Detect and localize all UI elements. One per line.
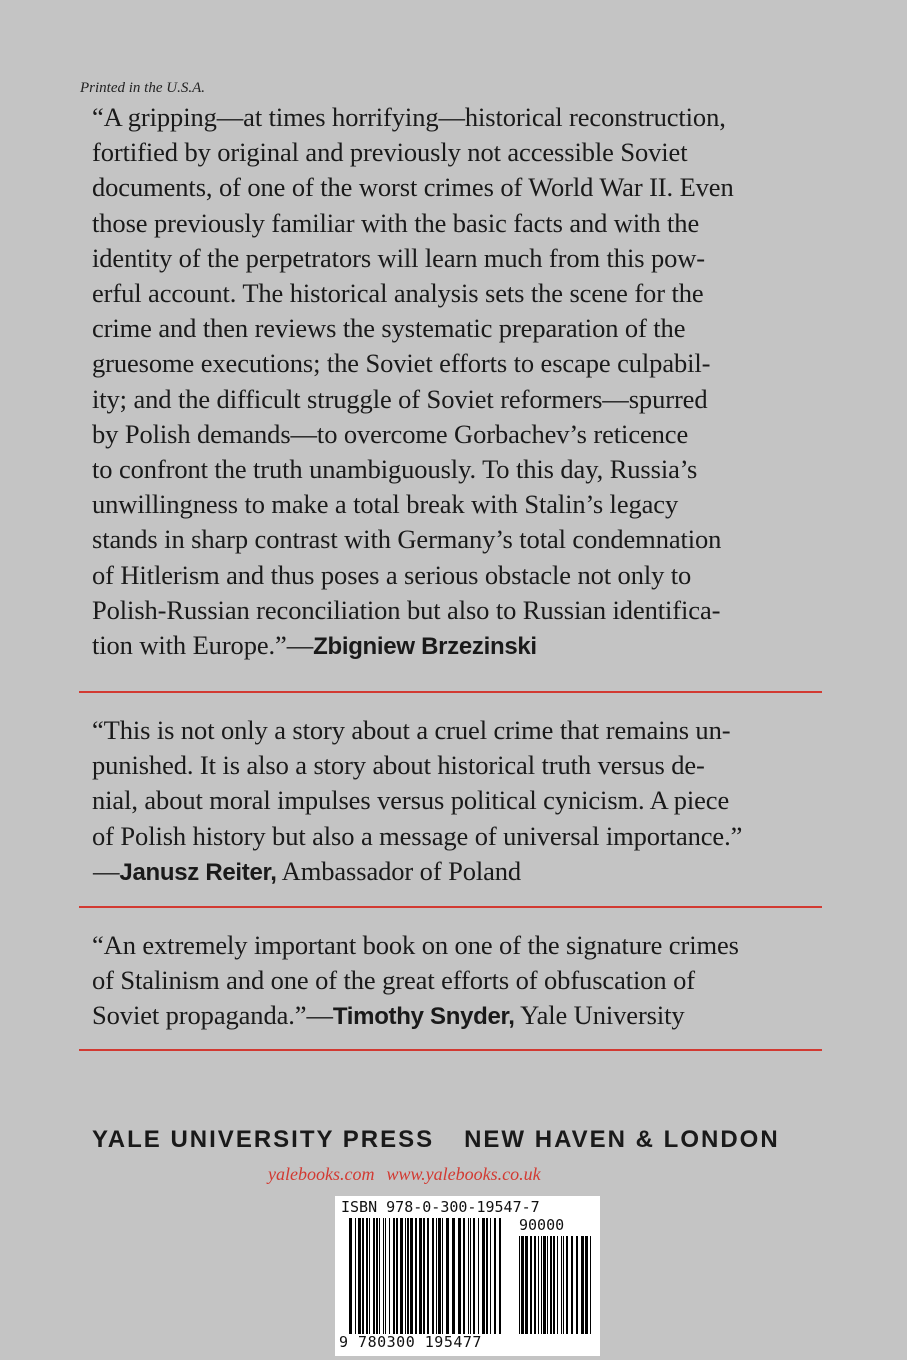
quote-affiliation: Ambassador of Poland: [276, 855, 522, 886]
em-dash: —: [93, 855, 120, 886]
barcode-bar: [366, 1218, 368, 1334]
barcode-bar: [478, 1218, 479, 1334]
barcode-bar: [547, 1236, 548, 1334]
barcode-bar: [571, 1236, 573, 1334]
quote-author: Janusz Reiter,: [119, 858, 277, 886]
publisher-line: [92, 1126, 780, 1154]
quote-line: by Polish demands—to overcome Gorbachev’s reticence: [92, 418, 689, 449]
barcode-bar: [396, 1218, 398, 1334]
barcode-bar: [566, 1236, 568, 1334]
quote-line: those previously familiar with the basic facts and with the: [92, 207, 700, 238]
quote-text: tion with Europe.”—: [92, 630, 314, 661]
divider-rule: [79, 691, 822, 693]
barcode-bar: [458, 1218, 461, 1334]
quote-line: of Polish history but also a message of universal importance.”: [92, 820, 743, 851]
barcode-bar: [473, 1218, 475, 1334]
barcode-bar: [405, 1218, 406, 1334]
barcode-bar: [468, 1218, 469, 1334]
ean-digits: 9 780300 195477: [339, 1333, 482, 1351]
quote-line: crime and then reviews the systematic preparation of the: [92, 313, 686, 344]
quote-line: to confront the truth unambiguously. To this day, Russia’s: [92, 454, 698, 485]
barcode-bar: [541, 1236, 542, 1334]
barcode-bar: [393, 1218, 395, 1334]
barcode-bar: [410, 1218, 413, 1334]
barcode-bar: [407, 1218, 409, 1334]
barcode-bar: [385, 1218, 386, 1334]
barcode-bar: [442, 1218, 443, 1334]
barcode-bar: [486, 1218, 488, 1334]
quote-line: gruesome executions; the Soviet efforts to escape culpabil-: [92, 348, 711, 379]
quote-line: stands in sharp contrast with Germany’s total condemnation: [92, 524, 722, 555]
quote-line: ity; and the difficult struggle of Soviet reformers—spurred: [92, 383, 708, 414]
barcode-bar: [519, 1236, 520, 1334]
quote-line: nial, about moral impulses versus political cynicism. A piece: [92, 785, 730, 816]
barcode-bar: [383, 1218, 384, 1334]
barcode-bar: [581, 1236, 584, 1334]
barcode-bar: [389, 1218, 390, 1334]
barcode-bar: [379, 1218, 380, 1334]
barcode-bar: [373, 1218, 375, 1334]
barcode-bars: [335, 1196, 600, 1356]
barcode-bar: [446, 1218, 449, 1334]
quote-line: “An extremely important book on one of the signature crimes: [92, 930, 739, 960]
barcode-bar: [423, 1218, 425, 1334]
quote-text: Soviet propaganda.”—: [92, 1000, 333, 1031]
barcode-bar: [419, 1218, 422, 1334]
barcode-bar: [538, 1236, 539, 1334]
barcode-bar: [494, 1218, 496, 1334]
quote-line: Polish-Russian reconciliation but also to Russian identifica-: [92, 594, 721, 625]
barcode-bar: [563, 1236, 564, 1334]
barcode-bar: [530, 1236, 532, 1334]
barcode-bar: [534, 1236, 536, 1334]
quote-line: punished. It is also a story about historical truth versus de-: [92, 750, 705, 781]
quote-line: erful account. The historical analysis sets the scene for the: [92, 278, 704, 309]
quote-reiter: [92, 713, 832, 890]
publisher-urls: [268, 1164, 541, 1185]
barcode-bar: [490, 1218, 491, 1334]
barcode-bar: [358, 1218, 361, 1334]
publisher-location: NEW HAVEN & LONDON: [464, 1126, 780, 1153]
quote-line: unwillingness to make a total break with Stalin’s legacy: [92, 489, 679, 520]
barcode-bar: [543, 1236, 546, 1334]
barcode-bar: [521, 1236, 524, 1334]
barcode-bar: [482, 1218, 485, 1334]
publisher-name: YALE UNIVERSITY PRESS: [92, 1126, 435, 1153]
barcode: [335, 1196, 600, 1356]
divider-rule: [79, 1049, 822, 1051]
printed-note: Printed in the U.S.A.: [80, 80, 205, 96]
barcode-bar: [415, 1218, 417, 1334]
barcode-bar: [557, 1236, 558, 1334]
url-us[interactable]: yalebooks.com: [268, 1164, 375, 1184]
quote-last-line: [92, 998, 832, 1034]
barcode-bar: [553, 1236, 555, 1334]
barcode-bar: [362, 1218, 364, 1334]
quote-brzezinski: [92, 100, 832, 664]
quote-line: “This is not only a story about a cruel crime that remains un-: [92, 715, 731, 745]
barcode-bar: [585, 1236, 588, 1334]
price-code: 90000: [519, 1216, 565, 1234]
barcode-bar: [525, 1236, 528, 1334]
barcode-bar: [590, 1236, 591, 1334]
quote-line: identity of the perpetrators will learn much from this pow-: [92, 242, 706, 273]
barcode-bar: [432, 1218, 434, 1334]
quote-line: of Hitlerism and thus poses a serious obstacle not only to: [92, 559, 692, 590]
barcode-bar: [355, 1218, 356, 1334]
barcode-bar: [561, 1236, 562, 1334]
barcode-bar: [463, 1218, 465, 1334]
quote-affiliation: Yale University: [514, 1000, 685, 1031]
barcode-bar: [369, 1218, 370, 1334]
barcode-bar: [576, 1236, 578, 1334]
quote-snyder: [92, 928, 832, 1035]
barcode-bar: [550, 1236, 552, 1334]
quote-attribution: [92, 854, 832, 890]
barcode-bar: [427, 1218, 429, 1334]
barcode-bar: [349, 1218, 352, 1334]
barcode-bar: [452, 1218, 455, 1334]
barcode-bar: [436, 1218, 437, 1334]
quote-line: of Stalinism and one of the great efforts of obfuscation of: [92, 965, 695, 996]
quote-line: fortified by original and previously not accessible Soviet: [92, 137, 688, 168]
url-uk[interactable]: www.yalebooks.co.uk: [386, 1164, 541, 1184]
barcode-bar: [438, 1218, 441, 1334]
quote-line: documents, of one of the worst crimes of World War II. Even: [92, 172, 734, 203]
isbn-label: ISBN 978-0-300-19547-7: [341, 1198, 540, 1216]
barcode-bar: [470, 1218, 471, 1334]
barcode-bar: [400, 1218, 403, 1334]
barcode-bar: [376, 1218, 378, 1334]
divider-rule: [79, 906, 822, 908]
quote-line: “A gripping—at times horrifying—historical reconstruction,: [92, 102, 726, 132]
barcode-bar: [499, 1218, 501, 1334]
quote-last-line: [92, 628, 832, 664]
quote-author: Timothy Snyder,: [332, 1003, 515, 1031]
quote-author: Zbigniew Brzezinski: [313, 633, 537, 661]
